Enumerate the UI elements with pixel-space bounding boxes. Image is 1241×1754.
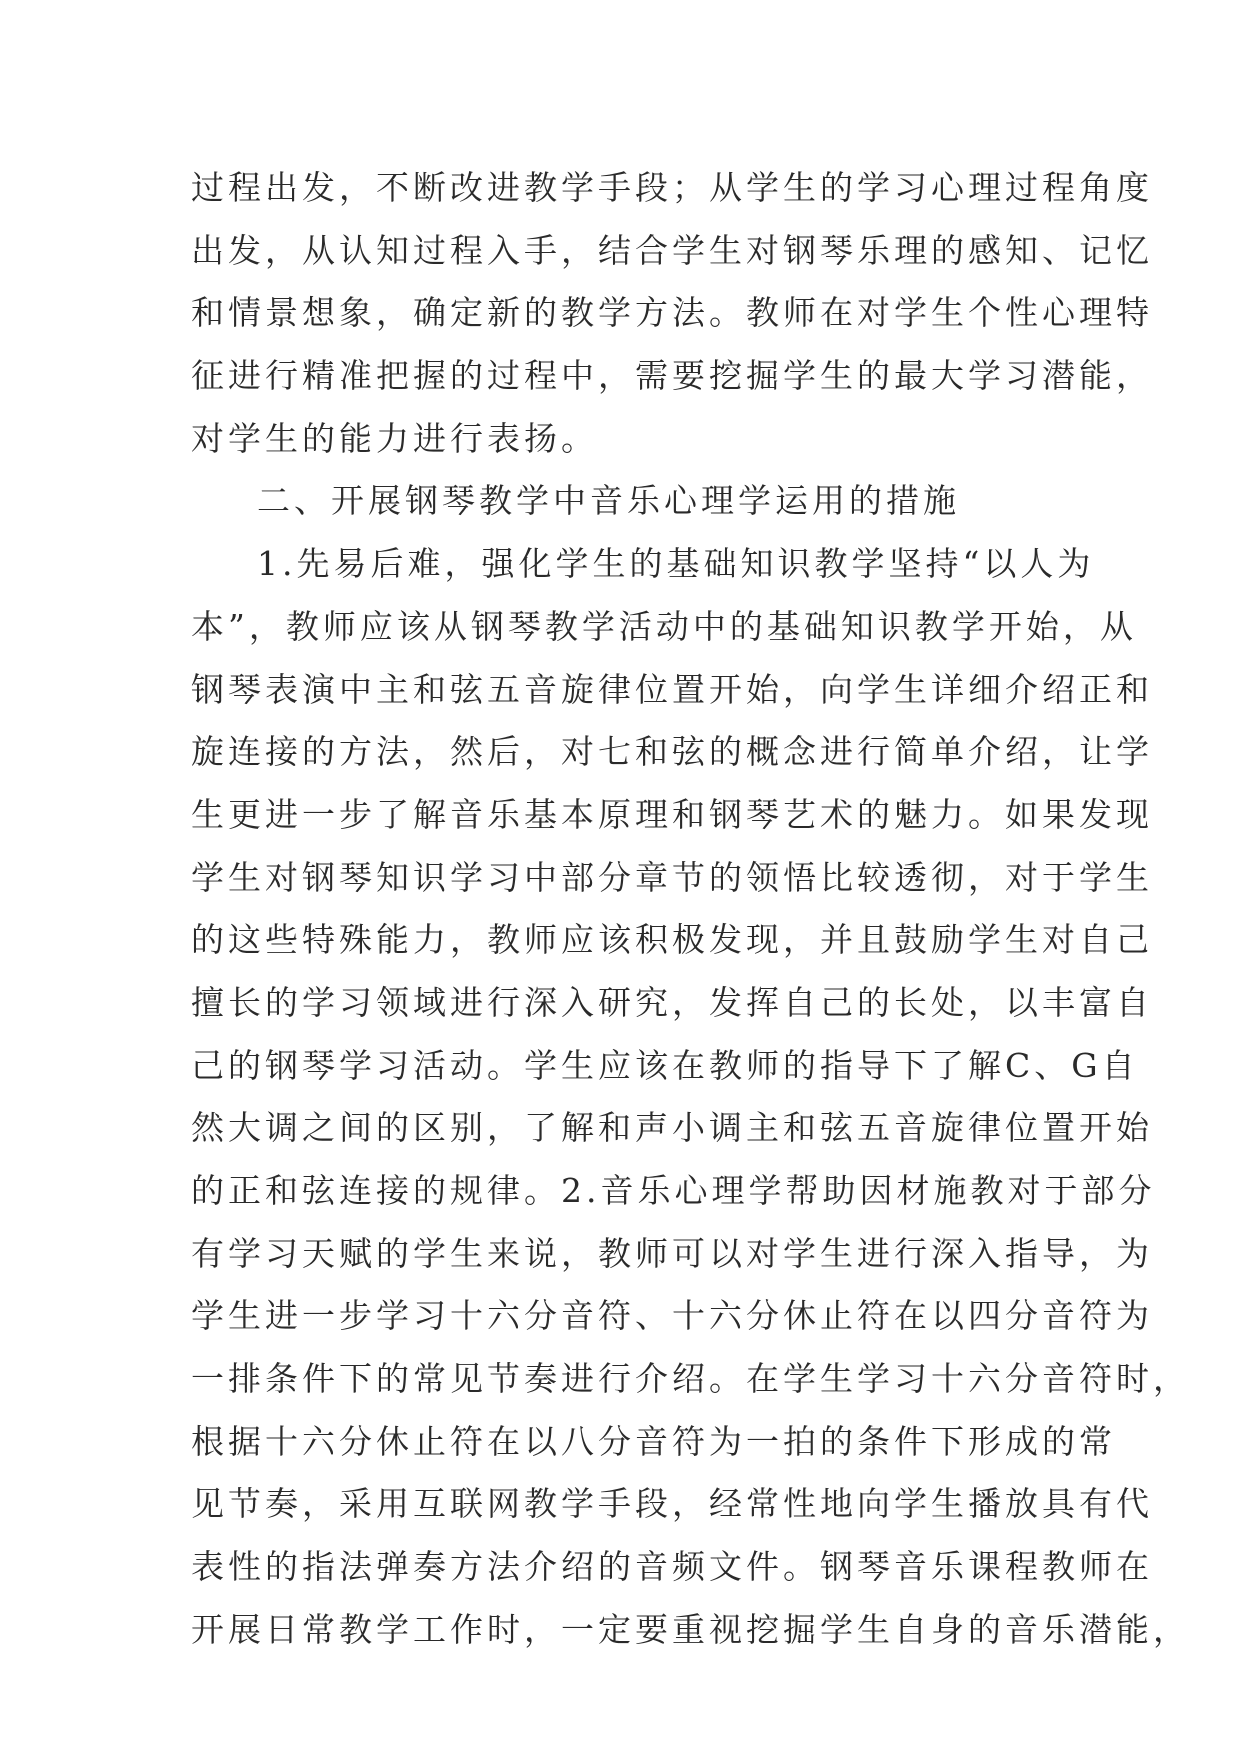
text-line: 和情景想象，确定新的教学方法。教师在对学生个性心理特 <box>191 293 1153 333</box>
text-line: 擅长的学习领域进行深入研究，发挥自己的长处，以丰富自 <box>191 982 1153 1022</box>
text-line: 有学习天赋的学生来说，教师可以对学生进行深入指导，为 <box>191 1233 1153 1273</box>
text-line: 出发，从认知过程入手，结合学生对钢琴乐理的感知、记忆 <box>191 230 1153 270</box>
text-line: 过程出发，不断改进教学手段；从学生的学习心理过程角度 <box>191 168 1153 207</box>
text-line: 的正和弦连接的规律。2.音乐心理学帮助因材施教对于部分 <box>191 1171 1156 1210</box>
text-line: 旋连接的方法，然后，对七和弦的概念进行简单介绍，让学 <box>191 732 1153 772</box>
text-line: 见节奏，采用互联网教学手段，经常性地向学生播放具有代 <box>191 1484 1153 1524</box>
text-line: 一排条件下的常见节奏进行介绍。在学生学习十六分音符时， <box>191 1359 1190 1399</box>
text-line: 钢琴表演中主和弦五音旋律位置开始，向学生详细介绍正和 <box>191 669 1153 709</box>
text-line: 1.先易后难，强化学生的基础知识教学坚持“以人为 <box>257 544 1095 584</box>
text-line: 根据十六分休止符在以八分音符为一拍的条件下形成的常 <box>191 1421 1116 1461</box>
section-heading: 二、开展钢琴教学中音乐心理学运用的措施 <box>257 481 960 521</box>
text-line: 表性的指法弹奏方法介绍的音频文件。钢琴音乐课程教师在 <box>191 1547 1153 1587</box>
text-line: 生更进一步了解音乐基本原理和钢琴艺术的魅力。如果发现 <box>191 794 1153 834</box>
text-line: 征进行精准把握的过程中，需要挖掘学生的最大学习潜能， <box>191 356 1153 396</box>
text-line: 的这些特殊能力，教师应该积极发现，并且鼓励学生对自己 <box>191 920 1153 960</box>
text-line: 开展日常教学工作时，一定要重视挖掘学生自身的音乐潜能， <box>191 1609 1190 1649</box>
text-line: 学生对钢琴知识学习中部分章节的领悟比较透彻，对于学生 <box>191 857 1153 897</box>
text-line: 己的钢琴学习活动。学生应该在教师的指导下了解C、G自 <box>191 1045 1139 1085</box>
text-line: 对学生的能力进行表扬。 <box>191 418 598 458</box>
text-line: 然大调之间的区别，了解和声小调主和弦五音旋律位置开始 <box>191 1108 1153 1148</box>
body-text <box>191 157 1190 1662</box>
text-line: 本”，教师应该从钢琴教学活动中的基础知识教学开始，从 <box>191 606 1137 646</box>
text-line: 学生进一步学习十六分音符、十六分休止符在以四分音符为 <box>191 1296 1153 1336</box>
